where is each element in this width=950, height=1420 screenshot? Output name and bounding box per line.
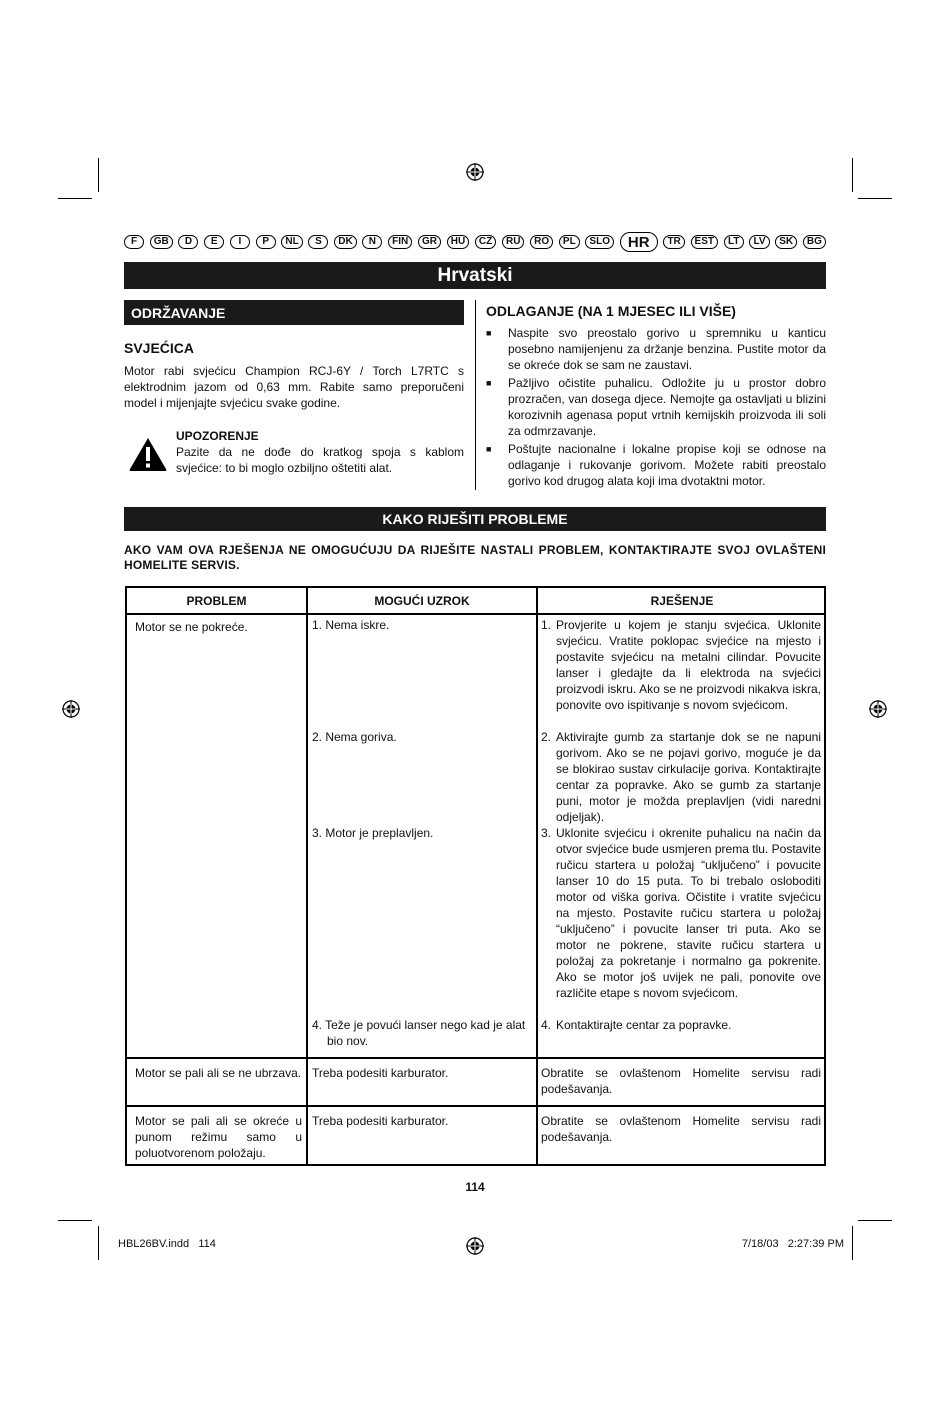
table-divider [306, 588, 308, 1164]
warning-block [124, 428, 464, 476]
table-row-3-problem: Motor se pali ali se okreće u punom režimu samo u poluotvorenom položaju. [135, 1114, 302, 1160]
language-tab-ro: RO [530, 235, 553, 249]
crop-mark [852, 158, 853, 192]
language-tab-ru: RU [502, 235, 524, 249]
crop-mark [852, 1226, 853, 1260]
table-header-solution: RJEŠENJE [650, 594, 714, 608]
table-divider [127, 1057, 824, 1059]
crop-mark [98, 1226, 99, 1260]
spark-plug-text: Motor rabi svjećicu Champion RCJ-6Y / Torch L7RTC s elektrodnim jazom od 0,63 mm. Rabite samo preporučeni model i mijenjajte svjećicu svake godine. [124, 364, 464, 410]
language-tab-slo: SLO [585, 235, 614, 249]
troubleshooting-heading: KAKO RIJEŠITI PROBLEME [124, 507, 826, 531]
table-header-problem: PROBLEM [186, 594, 247, 608]
warning-text: Pazite da ne dođe do kratkog spoja s kablom svjećice: to bi moglo ozbiljno oštetiti alat. [176, 445, 464, 475]
table-row-3-solution: Obratite se ovlaštenom Homelite servisu radi podešavanja. [541, 1114, 821, 1144]
language-tab-cz: CZ [475, 235, 496, 249]
language-tab-sk: SK [775, 235, 797, 249]
language-tab-s: S [308, 235, 328, 249]
table-row-3-cause: Treba podesiti karburator. [312, 1114, 449, 1128]
solution-item: 2. Aktivirajte gumb za startanje dok se ne napuni gorivom. Ako se ne pojavi gorivo, moguće je da se blokirao sustav cirkulacije goriva. Kontaktirajte centar za popravke. Ako se gumb za startanje puni, motor je možda preplavljen (vidi naredni odjeljak). [541, 730, 821, 824]
storage-list [486, 325, 826, 489]
language-tab-nl: NL [281, 235, 302, 249]
language-tabs [124, 232, 826, 252]
footer-timestamp: 7/18/03 2:27:39 PM [741, 1238, 844, 1250]
language-tab-n: N [362, 235, 382, 249]
storage-heading: ODLAGANJE (NA 1 MJESEC ILI VIŠE) [486, 303, 736, 319]
warning-triangle-icon [128, 436, 168, 472]
list-item: ■ Pažljivo očistite puhalicu. Odložite ju u prostor dobro prozračen, van dosega djece. Nemojte ga ostavljati u blizini korozivnih agenasa poput vrtnih kemijskih proizvoda ili soli za odmrzavanje. [486, 375, 826, 439]
language-tab-tr: TR [663, 235, 684, 249]
language-tab-est: EST [691, 235, 718, 249]
language-tab-hr: HR [620, 232, 658, 252]
storage-section [486, 300, 826, 491]
crop-mark [858, 198, 892, 199]
registration-mark-icon [62, 700, 80, 718]
language-tab-f: F [124, 235, 144, 249]
language-tab-e: E [204, 235, 224, 249]
list-item: ■ Naspite svo preostalo gorivo u spremniku u kanticu posebno namijenjenu za držanje benzina. Pustite motor da se okreće dok se sam ne zaustavi. [486, 325, 826, 373]
solution-item: 4. Kontaktirajte centar za popravke. [541, 1018, 732, 1032]
language-tab-gb: GB [150, 235, 173, 249]
crop-mark [98, 158, 99, 192]
registration-mark-icon [466, 163, 484, 181]
maintenance-heading: ODRŽAVANJE [124, 300, 464, 325]
crop-mark [858, 1220, 892, 1221]
language-tab-d: D [178, 235, 198, 249]
table-row-1-problem: Motor se ne pokreće. [135, 620, 248, 634]
language-tab-i: I [230, 235, 250, 249]
list-item: ■ Poštujte nacionalne i lokalne propise koji se odnose na odlaganje i rukovanje gorivom. Možete rabiti preostalo gorivo kod drugog alata koji ima dvotaktni motor. [486, 441, 826, 489]
column-divider [475, 300, 476, 490]
solution-item: 3. Uklonite svjećicu i okrenite puhalicu na način da otvor svjećice bude usmjeren prema tlu. Postavite ručicu startera u položaj “uključeno” i povucite lanser 10 do 15 puta. To bi trebalo osloboditi motor od viška goriva. Očistite i vratite svjećicu na mjesto. Postavite ručicu startera u položaj “uključeno” i povucite lanser tri puta. Ako se motor ne pokrene, stavite ručicu startera u položaj za pokretanje i normalno ga pokrenite. Ako se motor još uvijek ne pali, ponovite ove različite etape s novom svjećicom. [541, 826, 821, 1000]
language-tab-lt: LT [724, 235, 744, 249]
language-tab-pl: PL [559, 235, 580, 249]
table-row-2-solution: Obratite se ovlaštenom Homelite servisu radi podešavanja. [541, 1066, 821, 1096]
language-tab-dk: DK [334, 235, 356, 249]
cause-item: 1. Nema iskre. [312, 618, 390, 632]
table-row-2-cause: Treba podesiti karburator. [312, 1066, 449, 1080]
cause-item: 4. Teže je povući lanser nego kad je alat bio nov. [312, 1018, 526, 1048]
troubleshooting-notice: AKO VAM OVA RJEŠENJA NE OMOGUĆUJU DA RIJEŠITE NASTALI PROBLEM, KONTAKTIRAJTE SVOJ OVLAŠTENI HOMELITE SERVIS. [124, 543, 826, 572]
language-tab-bg: BG [803, 235, 826, 249]
maintenance-section [124, 300, 464, 476]
registration-mark-icon [466, 1237, 484, 1255]
language-tab-gr: GR [418, 235, 441, 249]
solution-item: 1. Provjerite u kojem je stanju svjećica. Uklonite svjećicu. Vratite poklopac svjećice na mjesto i postavite svjećicu na metalni cilindar. Povucite lanser i gledajte da li elektroda na svjećici proizvodi iskru. Ako se ne proizvodi nikakva iskra, ponovite ovo ispitivanje s novom svjećicom. [541, 618, 821, 712]
table-divider [536, 588, 538, 1164]
registration-mark-icon [869, 700, 887, 718]
page-title: Hrvatski [124, 262, 826, 289]
table-row-2-problem: Motor se pali ali se ne ubrzava. [135, 1066, 302, 1080]
footer-file-info: HBL26BV.indd 114 [118, 1238, 216, 1250]
language-tab-p: P [256, 235, 276, 249]
table-header-cause: MOGUĆI UZROK [374, 594, 470, 608]
cause-item: 2. Nema goriva. [312, 730, 397, 744]
language-tab-lv: LV [749, 235, 769, 249]
cause-item: 3. Motor je preplavljen. [312, 826, 434, 840]
crop-mark [58, 198, 92, 199]
language-tab-fin: FIN [388, 235, 412, 249]
language-tab-hu: HU [447, 235, 469, 249]
troubleshooting-table [125, 586, 826, 1166]
warning-title: UPOZORENJE [176, 429, 259, 443]
table-divider [127, 1105, 824, 1107]
spark-plug-heading: SVJEĆICA [124, 340, 195, 356]
crop-mark [58, 1220, 92, 1221]
page-number: 114 [465, 1180, 485, 1194]
